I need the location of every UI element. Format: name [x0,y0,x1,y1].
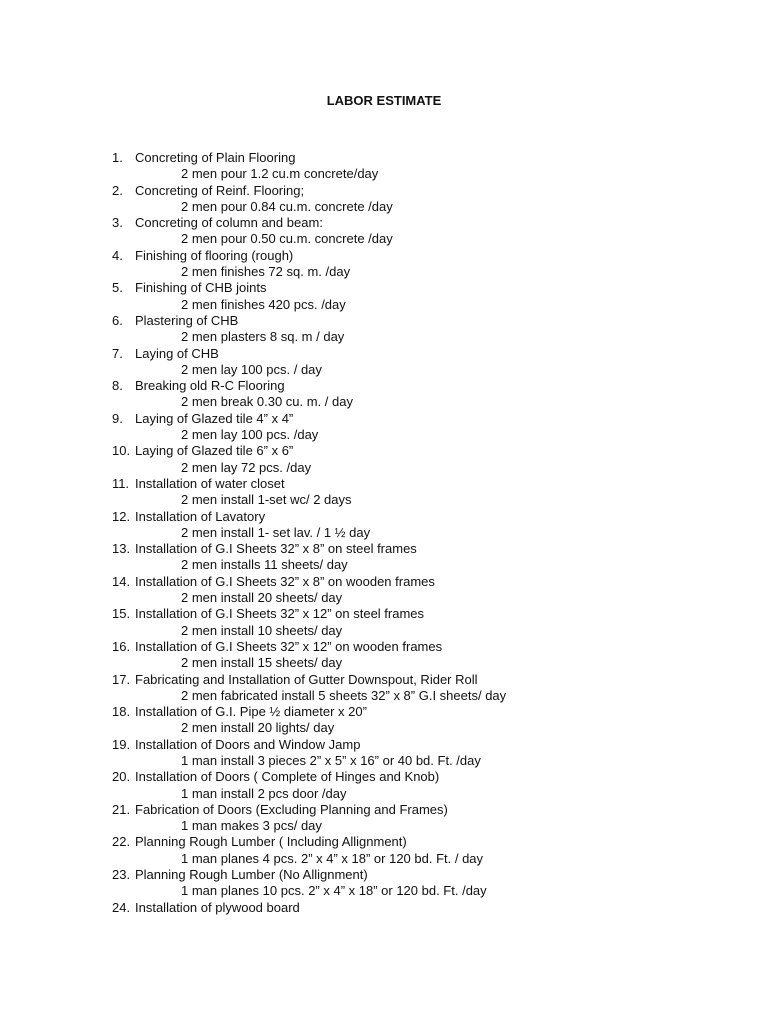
list-item [112,313,732,346]
task-description: Finishing of flooring (rough) [135,247,294,263]
task-line [112,378,732,394]
list-item [112,248,732,281]
task-description: Laying of Glazed tile 4” x 4” [135,410,294,426]
item-number: 6. [112,312,123,328]
task-line [112,280,732,296]
item-number: 2. [112,182,123,198]
item-number: 20. [112,769,131,785]
task-line [112,248,732,264]
list-item [112,737,732,770]
task-description: Installation of G.I. Pipe ½ diameter x 20” [135,704,367,720]
task-line [112,834,732,850]
item-number: 16. [112,638,131,654]
labor-rate: 2 men install 20 sheets/ day [181,590,343,606]
labor-rate: 2 men fabricated install 5 sheets 32” x 8” G.I sheets/ day [181,687,507,703]
task-description: Installation of G.I Sheets 32” x 12” on steel frames [135,606,425,622]
task-description: Finishing of CHB joints [135,280,267,296]
task-description: Planning Rough Lumber (No Allignment) [135,867,368,883]
page-title: LABOR ESTIMATE [326,93,442,108]
task-description: Concreting of Plain Flooring [135,150,296,165]
task-description: Laying of Glazed tile 6” x 6” [135,443,294,459]
task-description: Installation of G.I Sheets 32” x 12” on wooden frames [135,638,443,654]
task-description: Installation of Lavatory [135,508,266,524]
labor-rate: 2 men plasters 8 sq. m / day [181,329,345,345]
task-line [112,737,732,753]
item-number: 14. [112,573,131,589]
labor-rate: 2 men finishes 72 sq. m. /day [181,264,351,280]
task-line [112,443,732,459]
list-item [112,346,732,379]
list-item [112,183,732,216]
task-line [112,313,732,329]
item-number: 19. [112,736,131,752]
item-number: 13. [112,541,131,557]
labor-rate: 2 men install 15 sheets/ day [181,655,343,671]
task-description: Installation of Doors ( Complete of Hinges and Knob) [135,769,440,785]
labor-rate: 2 men lay 72 pcs. /day [181,459,312,475]
item-number: 18. [112,704,131,720]
task-line [112,509,732,525]
task-description: Installation of G.I Sheets 32” x 8” on wooden frames [135,573,435,589]
task-description: Laying of CHB [135,345,219,361]
task-description: Breaking old R-C Flooring [135,378,285,394]
list-item [112,639,732,672]
item-number: 11. [112,475,130,491]
labor-rate: 1 man install 2 pcs door /day [181,785,347,801]
task-line [112,867,732,883]
task-description: Installation of plywood board [135,899,300,915]
task-description: Fabrication of Doors (Excluding Planning and Frames) [135,801,448,817]
labor-rate: 2 men installs 11 sheets/ day [181,557,348,573]
task-line [112,411,732,427]
list-item [112,378,732,411]
list-item [112,867,732,900]
task-line [112,215,732,231]
list-item [112,704,732,737]
task-line [112,476,732,492]
task-description: Installation of G.I Sheets 32” x 8” on steel frames [135,541,417,557]
labor-rate: 2 men install 1-set wc/ 2 days [181,492,352,508]
list-item [112,443,732,476]
task-description: Concreting of Reinf. Flooring; [135,182,305,198]
list-item [112,574,732,607]
task-line [112,900,732,916]
task-line [112,672,732,688]
task-line [112,346,732,362]
labor-rate: 1 man planes 10 pcs. 2” x 4” x 18” or 120 bd. Ft. /day [181,883,487,899]
list-item [112,280,732,313]
task-description: Installation of water closet [135,475,285,491]
labor-rate: 2 men lay 100 pcs. / day [181,361,322,377]
item-number: 23. [112,867,131,883]
item-number: 17. [112,671,131,687]
list-item [112,215,732,248]
task-description: Installation of Doors and Window Jamp [135,736,361,752]
labor-rate: 2 men install 20 lights/ day [181,720,335,736]
labor-rate: 2 men break 0.30 cu. m. / day [181,394,353,410]
labor-rate: 1 man planes 4 pcs. 2” x 4” x 18” or 120 bd. Ft. / day [181,850,484,866]
item-number: 8. [112,378,123,394]
task-description: Concreting of column and beam: [135,215,323,231]
item-number: 10. [112,443,131,459]
labor-rate: 2 men pour 0.84 cu.m. concrete /day [181,198,393,214]
list-item [112,802,732,835]
item-number: 22. [112,834,131,850]
task-description: Fabricating and Installation of Gutter Downspout, Rider Roll [135,671,478,687]
item-number: 15. [112,606,131,622]
task-line [112,639,732,655]
list-item [112,900,732,916]
item-number: 3. [112,215,123,231]
item-number: 12. [112,508,131,524]
list-item [112,541,732,574]
list-item [112,769,732,802]
list-item [112,672,732,705]
task-description: Plastering of CHB [135,312,239,328]
labor-rate: 2 men pour 0.50 cu.m. concrete /day [181,231,393,247]
list-item [112,834,732,867]
list-item [112,509,732,542]
item-number: 5. [112,280,123,296]
item-number: 9. [112,410,123,426]
labor-rate: 1 man makes 3 pcs/ day [181,818,322,834]
item-number: 24. [112,899,131,915]
task-line [112,541,732,557]
labor-rate: 2 men finishes 420 pcs. /day [181,296,346,312]
item-number: 4. [112,247,123,263]
labor-rate: 1 man install 3 pieces 2” x 5” x 16” or 40 bd. Ft. /day [181,752,481,768]
labor-rate: 2 men pour 1.2 cu.m concrete/day [181,166,379,182]
list-item [112,476,732,509]
list-item [112,411,732,444]
labor-rate: 2 men install 10 sheets/ day [181,622,343,638]
labor-rate: 2 men install 1- set lav. / 1 ½ day [181,524,371,540]
labor-estimate-list [112,150,732,916]
labor-rate: 2 men lay 100 pcs. /day [181,427,319,443]
item-number: 21. [112,801,131,817]
task-line [112,183,732,199]
list-item [112,150,732,183]
item-number: 7. [112,345,123,361]
list-item [112,606,732,639]
task-line [112,606,732,622]
item-number: 1. [112,150,123,165]
task-line [112,574,732,590]
task-line [112,802,732,818]
task-description: Planning Rough Lumber ( Including Allignment) [135,834,407,850]
task-line [112,769,732,785]
task-line [112,150,732,166]
task-line [112,704,732,720]
